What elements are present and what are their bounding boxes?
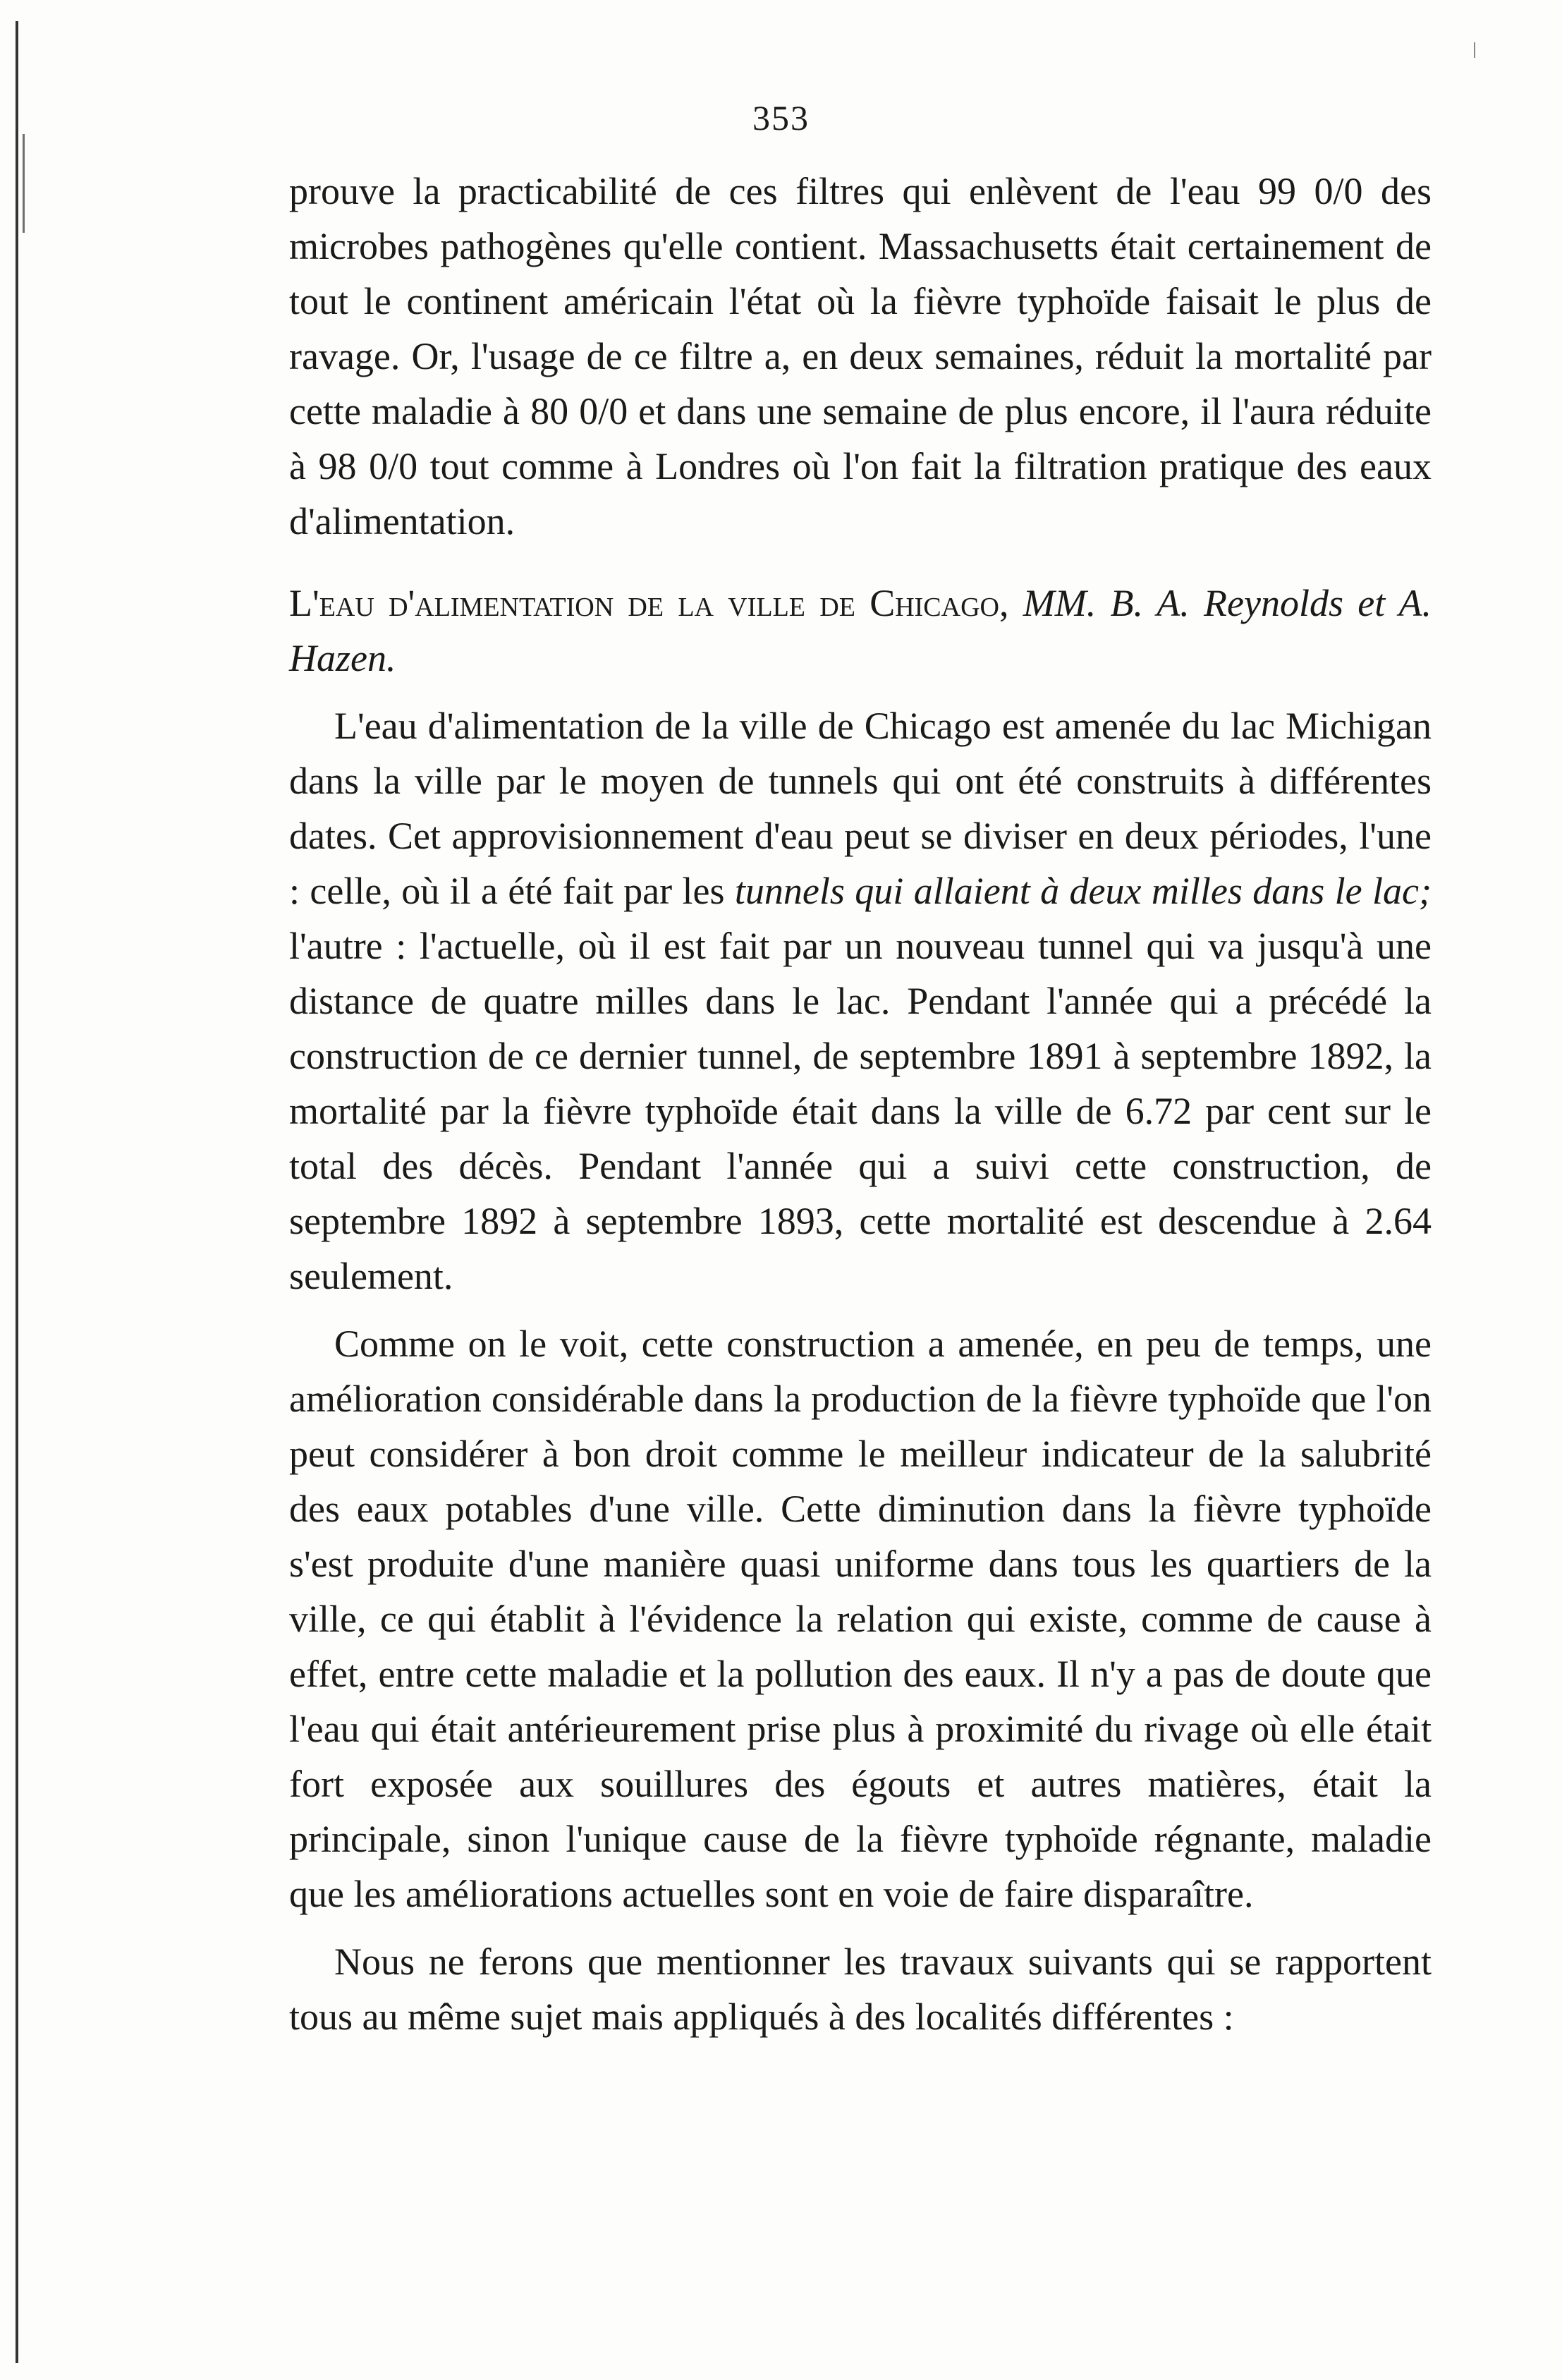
paragraph-chicago-water-italic: tunnels qui allaient à deux milles dans le lac; [734, 870, 1432, 912]
paragraph-improvement: Comme on le voit, cette construction a amenée, en peu de temps, une amélioration considérable dans la production de la fièvre typhoïde que l'on peut considérer à bon droit comme le meilleur indicateur de la salubrité des eaux potables d'une ville. Cette diminution dans la fièvre typhoïde s'est produite d'une manière quasi uniforme dans tous les quartiers de la ville, ce qui établit à l'évidence la relation qui existe, comme de cause à effet, entre cette maladie et la pollution des eaux. Il n'y a pas de doute que l'eau qui était antérieurement prise plus à proximité du rivage où elle était fort exposée aux souillures des égouts et autres matières, était la principale, sinon l'unique cause de la fièvre typhoïde régnante, maladie que les améliorations actuelles sont en voie de faire disparaître. [289, 1323, 1432, 1915]
section-heading-authors: MM. B. A. Reynolds et A. Hazen. [289, 582, 1432, 679]
scan-margin-line-fragment [1474, 42, 1475, 58]
paragraph-chicago-water-end: l'autre : l'actuelle, où il est fait par un nouveau tunnel qui va jusqu'à une distance de quatre milles dans le lac. Pendant l'année qui a précédé la construction de ce dernier tunnel, de septembre 1891 à septembre 1892, la mortalité par la fièvre typhoïde était dans la ville de 6.72 par cent sur le total des décès. Pendant l'année qui a suivi cette construction, de septembre 1892 à septembre 1893, cette mortalité est descendue à 2.64 seulement. [289, 925, 1432, 1297]
paragraph-chicago-water-start: L'eau d'alimentation de la ville de Chicago est amenée du lac Michigan dans la ville par le moyen de tunnels qui ont été construits à différentes dates. Cet approvisionnement d'eau peut se diviser en deux périodes, l'une : celle, où il a été fait par les [289, 705, 1432, 912]
section-heading [289, 576, 1432, 686]
scan-margin-line-fragment [23, 134, 25, 233]
paragraph-filtration-conclusion: prouve la practicabilité de ces filtres qui enlèvent de l'eau 99 0/0 des microbes pathogènes qu'elle contient. Massachusetts était certainement de tout le continent américain l'état où la fièvre typhoïde faisait le plus de ravage. Or, l'usage de ce filtre a, en deux semaines, réduit la mortalité par cette maladie à 80 0/0 et dans une semaine de plus encore, il l'aura réduite à 98 0/0 tout comme à Londres où l'on fait la filtration pratique des eaux d'alimentation. [289, 170, 1432, 542]
scan-margin-line [16, 21, 18, 2363]
paragraph-following-works: Nous ne ferons que mentionner les travaux suivants qui se rapportent tous au même sujet mais appliqués à des localités différentes : [289, 1941, 1432, 2038]
paragraph-chicago-water [289, 698, 1432, 1304]
section-heading-title: L'eau d'alimentation de la ville de Chicago, [289, 582, 1009, 624]
page-number: 353 [752, 98, 810, 138]
page-body [289, 164, 1432, 2044]
